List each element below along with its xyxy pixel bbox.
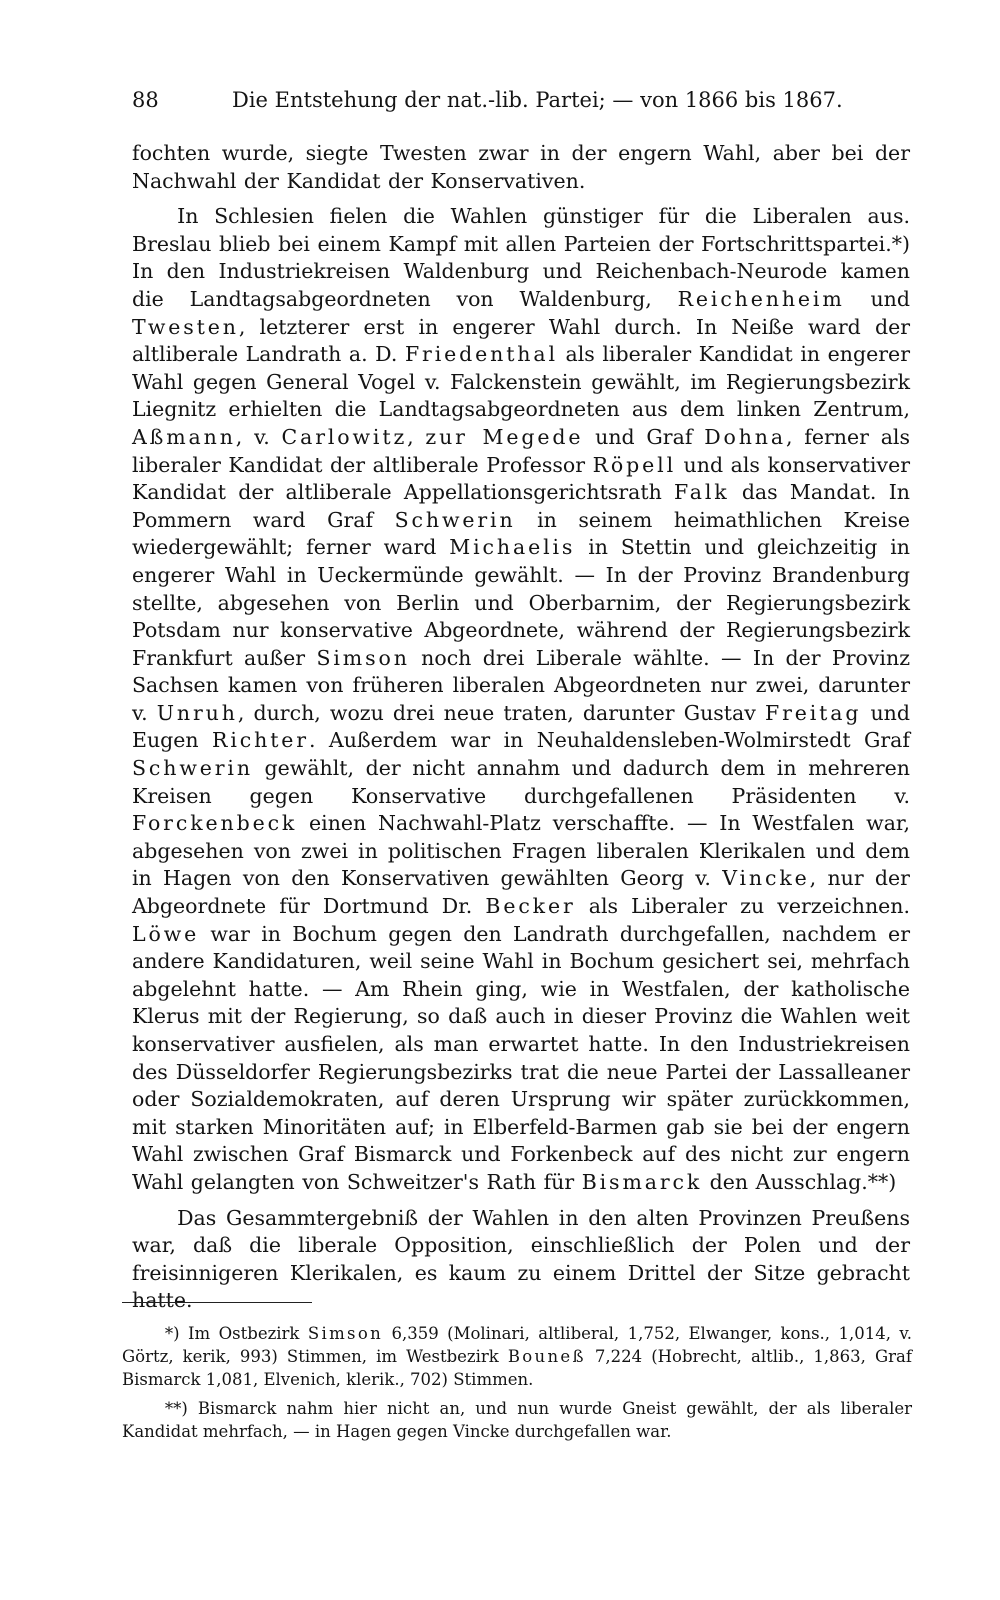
emphasized-name: Löwe bbox=[132, 921, 200, 946]
emphasized-name: Bouneß bbox=[507, 1347, 586, 1366]
text-run: in Stettin und gleichzeitig in engerer Wahl in Ueckermünde gewählt. — In der Provinz Brandenburg stellte, abgesehen von Berlin und Oberbarnim, der Regierungsbezirk Potsdam nur konservative Abgeordnete, während der Regierungsbezirk Frankfurt außer bbox=[132, 535, 910, 670]
emphasized-name: Richter bbox=[212, 728, 309, 753]
text-run: den Ausschlag. bbox=[702, 1169, 868, 1194]
text-run: und bbox=[844, 286, 911, 311]
text-run: , bbox=[407, 424, 426, 449]
footnote-marker: **) bbox=[867, 1169, 897, 1194]
text-run: , nur der Abgeordnete für Dortmund Dr. bbox=[132, 866, 910, 919]
body-text bbox=[132, 140, 910, 1315]
emphasized-name: Unruh bbox=[156, 700, 238, 725]
emphasized-name: Schwerin bbox=[132, 756, 253, 781]
emphasized-name: Freitag bbox=[764, 700, 862, 725]
paragraph bbox=[132, 140, 910, 195]
footnote-divider bbox=[122, 1302, 312, 1303]
footnote bbox=[122, 1397, 912, 1443]
text-run: war in Bochum gegen den Landrath durchgefallen, nachdem er andere Kandidaturen, weil seine Wahl in Bochum gesichert sei, mehrfach abgelehnt hatte. — Am Rhein ging, wie in Westfalen, der katholische Klerus mit der Regierung, so daß auch in dieser Provinz die Wahlen weit konservativer ausfielen, als man erwartet hatte. In den Industriekreisen des Düsseldorfer Regierungsbezirks trat die neue Partei der Lassalleaner oder Sozialdemokraten, auf deren Ursprung wir später zurückkommen, mit starken Minoritäten auf; in Elberfeld-Barmen gab sie bei der engern Wahl zwischen Graf Bismarck und Forkenbeck auf des nicht zur engern Wahl gelangten von Schweitzer's Rath für bbox=[132, 921, 910, 1194]
paragraph bbox=[132, 1205, 910, 1315]
text-run: fochten wurde, siegte Twesten zwar in der engern Wahl, aber bei der Nachwahl der Kandidat der Konservativen. bbox=[132, 141, 910, 193]
emphasized-name: Dohna bbox=[704, 424, 786, 449]
emphasized-name: Bismarck bbox=[581, 1169, 703, 1194]
emphasized-name: Vincke bbox=[722, 866, 810, 891]
text-run: 6,359 (Molinari, altliberal, 1,752, Elwanger, kons., 1,014, v. Görtz, kerik, 993) Stimmen, im Westbezirk bbox=[122, 1324, 912, 1366]
text-run: , ferner als liberaler Kandidat der altliberale Professor bbox=[132, 424, 910, 477]
text-run: einen Nachwahl-Platz verschaffte. — In Westfalen war, abgesehen von zwei in politischen Fragen liberalen Klerikalen und dem in Hagen von den Konservativen gewählten Georg v. bbox=[132, 811, 910, 891]
emphasized-name: Aßmann bbox=[132, 424, 236, 449]
text-run: als Liberaler zu verzeichnen. bbox=[575, 894, 910, 919]
emphasized-name: Michaelis bbox=[449, 535, 576, 560]
paragraph bbox=[132, 203, 910, 1196]
emphasized-name: Schwerin bbox=[394, 507, 516, 532]
text-run: , durch, wozu drei neue traten, darunter Gustav bbox=[237, 700, 765, 725]
page-number: 88 bbox=[132, 88, 159, 112]
text-run: das Mandat. In Pommern ward Graf bbox=[132, 480, 910, 532]
text-run: und als konservativer Kandidat der altliberale Appellationsgerichtsrath bbox=[132, 452, 911, 505]
emphasized-name: Simson bbox=[307, 1324, 384, 1343]
text-run: . Außerdem war in Neuhaldensleben-Wolmirstedt Graf bbox=[308, 728, 910, 753]
text-run: gewählt, der nicht annahm und dadurch dem in mehreren Kreisen gegen Konservative durchgefallenen Präsidenten v. bbox=[132, 756, 910, 808]
text-run: In Schlesien fielen die Wahlen günstiger für die Liberalen aus. Breslau blieb bei einem Kampf mit allen Parteien der Fortschrittspartei. bbox=[132, 204, 910, 256]
text-run: , v. bbox=[235, 424, 282, 449]
running-title: Die Entstehung der nat.-lib. Partei; — von 1866 bis 1867. bbox=[232, 88, 843, 112]
text-run: und Graf bbox=[583, 424, 705, 449]
emphasized-name: Reichenheim bbox=[677, 286, 845, 311]
page-header bbox=[132, 84, 912, 116]
text-run: In den Industriekreisen Waldenburg und Reichenbach-Neurode kamen die Landtagsabgeordneten von Waldenburg, bbox=[132, 259, 910, 311]
emphasized-name: Friedenthal bbox=[404, 342, 558, 367]
text-run: Das Gesammtergebniß der Wahlen in den alten Provinzen Preußens war, daß die liberale Opposition, einschließlich der Polen und der freisinnigeren Klerikalen, es kaum zu einem Drittel der Sitze gebracht hatte. bbox=[132, 1205, 910, 1313]
text-run: 7,224 (Hobrecht, altlib., 1,863, Graf Bismarck 1,081, Elvenich, klerik., 702) Stimmen. bbox=[122, 1347, 912, 1389]
emphasized-name: Röpell bbox=[592, 452, 676, 477]
emphasized-name: Carlowitz bbox=[281, 424, 408, 449]
emphasized-name: Forckenbeck bbox=[132, 811, 298, 836]
text-run: , letzterer erst in engerer Wahl durch. In Neiße ward der altliberale Landrath a. D. bbox=[132, 314, 910, 367]
footnote bbox=[122, 1322, 912, 1391]
emphasized-name: zur Megede bbox=[425, 424, 584, 449]
emphasized-name: Falk bbox=[674, 480, 730, 505]
text-run: in seinem heimathlichen Kreise wiedergewählt; ferner ward bbox=[132, 507, 911, 560]
emphasized-name: Becker bbox=[485, 894, 576, 919]
emphasized-name: Twesten bbox=[132, 314, 239, 339]
text-run: *) Im Ostbezirk bbox=[164, 1324, 308, 1343]
text-run: **) Bismarck nahm hier nicht an, und nun wurde Gneist gewählt, der als liberaler Kandidat mehrfach, — in Hagen gegen Vincke durchgefallen war. bbox=[122, 1399, 912, 1441]
text-run: und Eugen bbox=[132, 700, 911, 753]
text-run: als liberaler Kandidat in engerer Wahl gegen General Vogel v. Falckenstein gewählt, im Regierungsbezirk Liegnitz erhielten die Landtagsabgeordneten aus dem linken Zentrum, bbox=[132, 342, 910, 422]
footnotes bbox=[122, 1322, 912, 1449]
text-run: noch drei Liberale wählte. — In der Provinz Sachsen kamen von früheren liberalen Abgeordneten nur zwei, darunter v. bbox=[132, 645, 910, 725]
emphasized-name: Simson bbox=[316, 645, 410, 670]
footnote-marker: *) bbox=[891, 231, 910, 256]
